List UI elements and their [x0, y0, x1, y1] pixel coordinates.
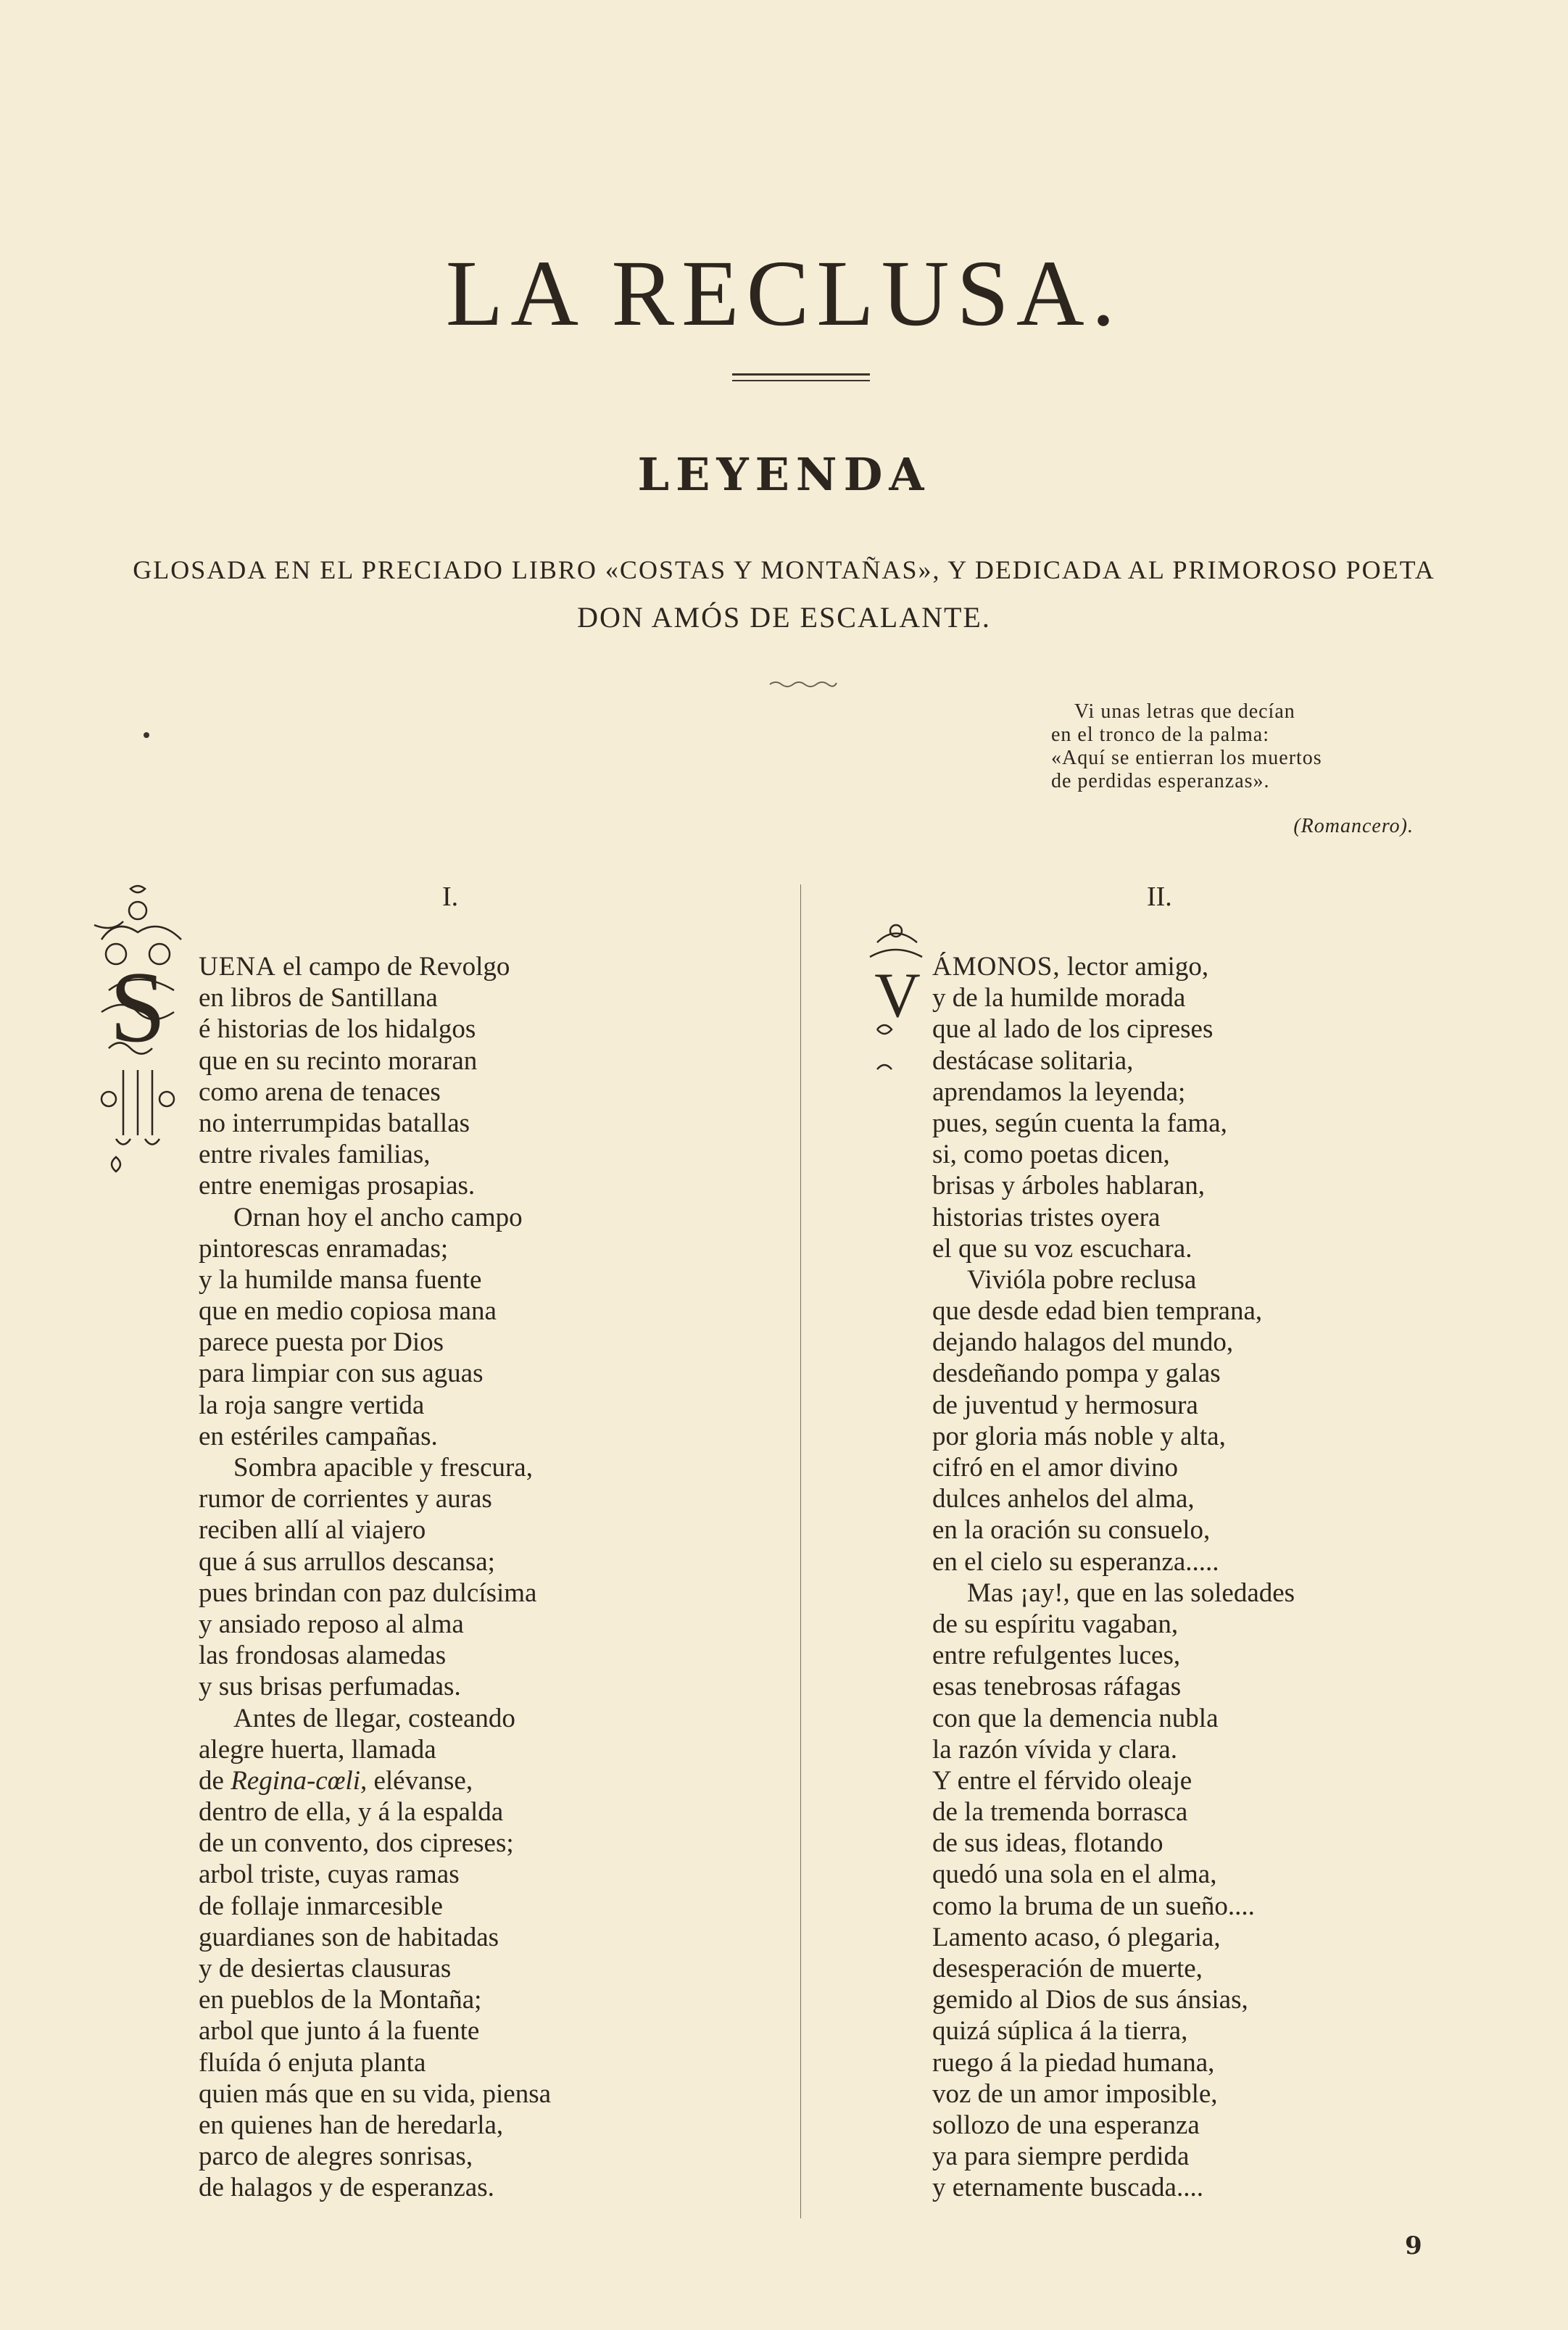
epigraph-line: de perdidas esperanzas». [1051, 770, 1270, 792]
verse-line: desesperación de muerte, [932, 1954, 1203, 1983]
verse-line: dulces anhelos del alma, [932, 1484, 1195, 1514]
verse-line: de halagos y de esperanzas. [199, 2173, 494, 2203]
epigraph-line: Vi unas letras que decían [1074, 700, 1295, 723]
verse-line: que desde edad bien temprana, [932, 1296, 1263, 1327]
verse-line: Ornan hoy el ancho campo [233, 1202, 523, 1232]
verse-line: y ansiado reposo al alma [199, 1609, 464, 1639]
dedication-line-2: DON AMÓS DE ESCALANTE. [577, 601, 991, 634]
verse-line: en libros de Santillana [199, 983, 438, 1013]
verse-line: rumor de corrientes y auras [199, 1484, 492, 1514]
verse-line: las frondosas alamedas [199, 1641, 447, 1671]
verse-line: destácase solitaria, [932, 1045, 1134, 1076]
verse-line: Vivióla pobre reclusa [967, 1264, 1197, 1295]
verse-line: y eternamente buscada.... [932, 2173, 1203, 2203]
verse-line: el que su voz escuchara. [932, 1233, 1192, 1264]
verse-line: en pueblos de la Montaña; [199, 1985, 482, 2015]
verse-line: pintorescas enramadas; [199, 1233, 449, 1264]
page-number: 9 [1405, 2231, 1422, 2260]
verse-line: que en su recinto moraran [199, 1045, 478, 1076]
verse-line: pues brindan con paz dulcísima [199, 1577, 537, 1608]
ornament-squiggle [768, 679, 838, 689]
verse-line: como la bruma de un sueño.... [932, 1891, 1255, 1921]
verse-line: Mas ¡ay!, que en las soledades [967, 1577, 1295, 1608]
verse-line: Sombra apacible y frescura, [233, 1453, 533, 1483]
ornamental-initial-v [863, 921, 929, 1073]
verse-line: arbol triste, cuyas ramas [199, 1860, 460, 1890]
verse-line: arbol que junto á la fuente [199, 2016, 480, 2047]
verse-line [199, 1765, 551, 1796]
verse-line: pues, según cuenta la fama, [932, 1108, 1227, 1138]
verse-line: que en medio copiosa mana [199, 1296, 497, 1327]
verse-line: con que la demencia nubla [932, 1703, 1219, 1733]
verse-line: por gloria más noble y alta, [932, 1421, 1226, 1451]
verse-text: el campo de Revolgo [283, 952, 510, 982]
verse-line: guardianes son de habitadas [199, 1922, 499, 1952]
svg-text:V: V [874, 961, 921, 1031]
verse-line: entre refulgentes luces, [932, 1641, 1181, 1671]
verse-line: quedó una sola en el alma, [932, 1860, 1217, 1890]
epigraph-source: (Romancero). [1293, 815, 1414, 837]
verse-line: parece puesta por Dios [199, 1327, 444, 1358]
verse-line: de la tremenda borrasca [932, 1797, 1188, 1828]
epigraph-line: «Aquí se entierran los muertos [1051, 747, 1322, 769]
epigraph [1051, 700, 1428, 838]
verse-line: en estériles campañas. [199, 1421, 438, 1451]
epigraph-line: en el tronco de la palma: [1051, 724, 1269, 746]
verse-line: cifró en el amor divino [932, 1453, 1179, 1483]
verse-line: dentro de ella, y á la espalda [199, 1797, 504, 1828]
verse-line: y de la humilde morada [932, 983, 1186, 1013]
verse-line: en quienes han de heredarla, [199, 2110, 504, 2140]
verse-line: entre enemigas prosapias. [199, 1171, 476, 1201]
verse-line [932, 951, 1295, 982]
verse-line: que al lado de los cipreses [932, 1014, 1214, 1045]
verse-italic: Regina-cœli, [231, 1765, 368, 1796]
verse-text: elévanse, [367, 1765, 473, 1796]
verse-line: y de desiertas clausuras [199, 1954, 452, 1983]
verse-text: lector amigo, [1066, 952, 1209, 982]
verse-line: brisas y árboles hablaran, [932, 1171, 1206, 1201]
poem-column-1 [199, 951, 551, 2204]
verse-line: parco de alegres sonrisas, [199, 2142, 473, 2172]
verse-line: y la humilde mansa fuente [199, 1264, 482, 1295]
verse-line: quizá súplica á la tierra, [932, 2016, 1188, 2047]
verse-first-word: ÁMONOS, [932, 952, 1061, 982]
verse-line: de su espíritu vagaban, [932, 1609, 1179, 1639]
verse-line: Lamento acaso, ó plegaria, [932, 1922, 1221, 1952]
verse-line: é historias de los hidalgos [199, 1014, 476, 1045]
verse-line: quien más que en su vida, piensa [199, 2078, 552, 2109]
verse-line: la razón vívida y clara. [932, 1734, 1177, 1765]
verse-line: la roja sangre vertida [199, 1390, 425, 1420]
title-rule-top [732, 373, 870, 376]
verse-line: y sus brisas perfumadas. [199, 1672, 461, 1702]
page-title: LA RECLUSA. [445, 241, 1123, 346]
verse-line: historias tristes oyera [932, 1202, 1161, 1232]
section-number-2: II. [1147, 882, 1172, 912]
verse-line: de juventud y hermosura [932, 1390, 1198, 1420]
verse-line: desdeñando pompa y galas [932, 1359, 1221, 1389]
title-rule-bottom [732, 380, 870, 381]
verse-line: en el cielo su esperanza..... [932, 1546, 1219, 1577]
verse-line: reciben allí al viajero [199, 1515, 426, 1546]
verse-line: que á sus arrullos descansa; [199, 1546, 495, 1577]
verse-line: aprendamos la leyenda; [932, 1077, 1186, 1107]
verse-line: ya para siempre perdida [932, 2142, 1190, 2172]
verse-line: de sus ideas, flotando [932, 1828, 1163, 1859]
verse-line: sollozo de una esperanza [932, 2110, 1200, 2140]
svg-text:S: S [109, 951, 166, 1064]
verse-line: de un convento, dos cipreses; [199, 1828, 514, 1859]
verse-line: no interrumpidas batallas [199, 1108, 470, 1138]
verse-line: Y entre el férvido oleaje [932, 1765, 1192, 1796]
verse-line: Antes de llegar, costeando [233, 1703, 515, 1733]
verse-line: como arena de tenaces [199, 1077, 441, 1107]
verse-line: voz de un amor imposible, [932, 2078, 1218, 2109]
verse-line: para limpiar con sus aguas [199, 1359, 484, 1389]
section-number-1: I. [442, 882, 459, 912]
verse-line: entre rivales familias, [199, 1140, 431, 1170]
verse-line: si, como poetas dicen, [932, 1140, 1170, 1170]
dedication-line-1: GLOSADA EN EL PRECIADO LIBRO «COSTAS Y MONTAÑAS», Y DEDICADA AL PRIMOROSO POETA [133, 555, 1435, 584]
verse-line: gemido al Dios de sus ánsias, [932, 1985, 1248, 2015]
verse-line [199, 951, 551, 982]
verse-line: fluída ó enjuta planta [199, 2047, 426, 2078]
verse-line: alegre huerta, llamada [199, 1734, 436, 1765]
verse-line: de follaje inmarcesible [199, 1891, 443, 1921]
ornamental-initial-s [87, 882, 196, 1201]
verse-line: ruego á la piedad humana, [932, 2047, 1215, 2078]
subtitle: LEYENDA [637, 448, 931, 501]
verse-text: de [199, 1765, 224, 1796]
verse-first-word: UENA [199, 952, 276, 982]
verse-line: esas tenebrosas ráfagas [932, 1672, 1182, 1702]
verse-line: en la oración su consuelo, [932, 1515, 1211, 1546]
column-divider [800, 884, 801, 2218]
verse-line: dejando halagos del mundo, [932, 1327, 1234, 1358]
speck [144, 732, 149, 738]
poem-column-2 [932, 951, 1295, 2204]
